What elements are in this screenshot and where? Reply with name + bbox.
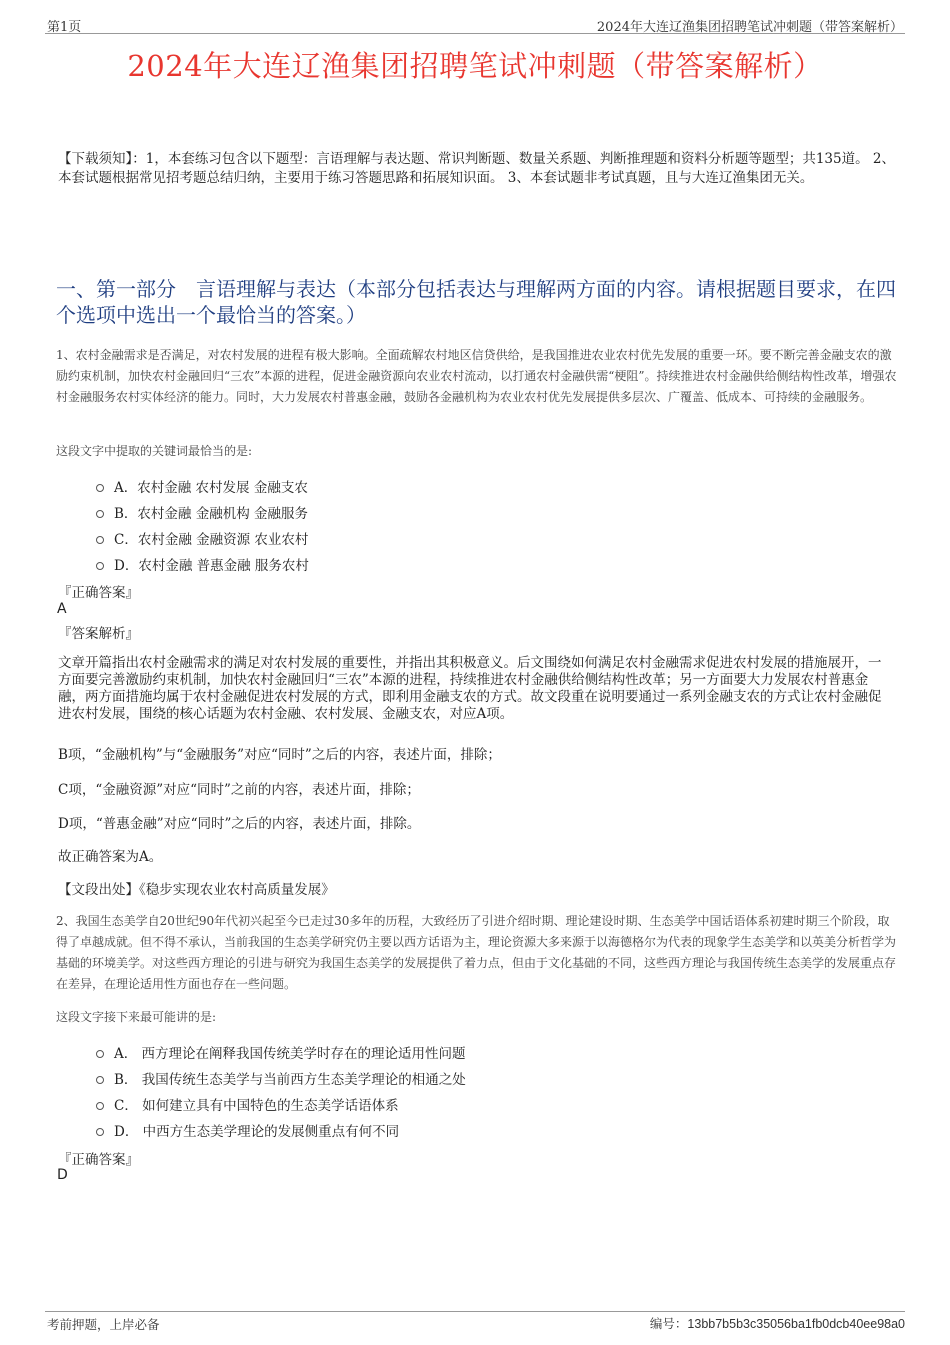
page-number: 第1页 xyxy=(47,20,82,35)
question-1-text: 1、农村金融需求是否满足，对农村发展的进程有极大影响。全面疏解农村地区信贷供给，是我国推进农业农村优先发展的重要一环。要不断完善金融支农的激励约束机制，加快农村金融回归“三农”本源的进程，促进金融资源向农业农村流动，以打通农村金融供需“梗阻”。持续推进农村金融供给侧结构性改革，增强农村金融服务农村实体经济的能力。同时，大力发展农村普惠金融，鼓励各金融机构为农业农村优先发展提供多层次、广覆盖、低成本、可持续的金融服务。 xyxy=(56,348,897,404)
question-2-option-d[interactable]: D． 中西方生态美学理论的发展侧重点有何不同 xyxy=(96,1120,399,1140)
radio-icon[interactable] xyxy=(96,1102,104,1110)
radio-icon[interactable] xyxy=(96,562,104,570)
question-2-option-a[interactable]: A． 西方理论在阐释我国传统美学时存在的理论适用性问题 xyxy=(96,1042,466,1062)
question-1-source: 【文段出处】《稳步实现农业农村高质量发展》 xyxy=(58,882,335,898)
question-1-option-b[interactable]: B．农村金融 金融机构 金融服务 xyxy=(96,502,308,522)
question-2-option-b[interactable]: B． 我国传统生态美学与当前西方生态美学理论的相通之处 xyxy=(96,1068,466,1088)
download-notice: 【下载须知】：1，本套练习包含以下题型：言语理解与表达题、常识判断题、数量关系题、判断推理题和资料分析题等题型；共135道。 2、本套试题根据常见招考题总结归纳，主要用于练习答题思路和拓展知识面。 3、本套试题非考试真题，且与大连辽渔集团无关。 xyxy=(58,151,895,186)
footer-code-value: 13bb7b5b3c35056ba1fb0dcb40ee98a0 xyxy=(687,1317,905,1331)
question-1-answer-label: 『正确答案』 xyxy=(58,585,139,601)
header-doc-title: 2024年大连辽渔集团招聘笔试冲刺题（带答案解析） xyxy=(596,20,903,35)
question-1-option-c[interactable]: C．农村金融 金融资源 农业农村 xyxy=(96,528,308,548)
question-1-answer: A xyxy=(57,601,67,617)
question-1-option-a[interactable]: A．农村金融 农村发展 金融支农 xyxy=(96,476,308,496)
radio-icon[interactable] xyxy=(96,484,104,492)
footer-divider xyxy=(45,1311,905,1312)
footer-code-label: 编号： xyxy=(649,1316,688,1331)
question-1-analysis-label: 『答案解析』 xyxy=(58,626,139,642)
question-2-option-c[interactable]: C． 如何建立具有中国特色的生态美学话语体系 xyxy=(96,1094,399,1114)
question-1-note-b: B项，“金融机构”与“金融服务”对应“同时”之后的内容，表述片面，排除； xyxy=(58,747,501,763)
radio-icon[interactable] xyxy=(96,1076,104,1084)
question-2-prompt: 这段文字接下来最可能讲的是: xyxy=(56,1010,217,1024)
question-1-conclusion: 故正确答案为A。 xyxy=(58,849,163,865)
footer-code xyxy=(650,1314,905,1332)
question-1-analysis: 文章开篇指出农村金融需求的满足对农村发展的重要性，并指出其积极意义。后文围绕如何满足农村金融需求促进农村发展的措施展开，一方面要完善激励约束机制，加快农村金融回归“三农”本源的进程，持续推进农村金融供给侧结构性改革；另一方面要大力发展农村普惠金融，两方面措施均属于农村金融促进农村发展的方式，即利用金融支农的方式。故文段重在说明要通过一系列金融支农的方式让农村金融促进农村发展，围绕的核心话题为农村金融、农村发展、金融支农，对应A项。 xyxy=(58,655,882,722)
question-1-prompt: 这段文字中提取的关键词最恰当的是: xyxy=(56,444,253,458)
radio-icon[interactable] xyxy=(96,510,104,518)
question-2-answer-label: 『正确答案』 xyxy=(58,1152,139,1168)
header-divider xyxy=(45,33,905,34)
question-1-option-d[interactable]: D．农村金融 普惠金融 服务农村 xyxy=(96,554,309,574)
radio-icon[interactable] xyxy=(96,1050,104,1058)
section-number: 一、第一部分 xyxy=(56,277,176,301)
section-heading xyxy=(56,276,896,328)
radio-icon[interactable] xyxy=(96,536,104,544)
section-text: 言语理解与表达（本部分包括表达与理解两方面的内容。请根据题目要求，在四个选项中选出一个最恰当的答案。） xyxy=(56,277,896,327)
question-2-answer: D xyxy=(57,1167,68,1183)
question-1-note-c: C项，“金融资源”对应“同时”之前的内容，表述片面，排除； xyxy=(58,782,420,798)
page-title: 2024年大连辽渔集团招聘笔试冲刺题（带答案解析） xyxy=(127,49,823,83)
question-2-text: 2、我国生态美学自20世纪90年代初兴起至今已走过30多年的历程，大致经历了引进介绍时期、理论建设时期、生态美学中国话语体系初建时期三个阶段，取得了卓越成就。但不得不承认，当前我国的生态美学研究仍主要以西方话语为主，理论资源大多来源于以海德格尔为代表的现象学生态美学和以英美分析哲学为基础的环境美学。对这些西方理论的引进与研究为我国生态美学的发展提供了着力点，但由于文化基础的不同，这些西方理论与我国传统生态美学的发展重点存在差异，在理论适用性方面也存在一些问题。 xyxy=(56,914,897,991)
question-1-note-d: D项，“普惠金融”对应“同时”之后的内容，表述片面，排除。 xyxy=(58,816,421,832)
radio-icon[interactable] xyxy=(96,1128,104,1136)
footer-slogan: 考前押题，上岸必备 xyxy=(47,1317,160,1332)
